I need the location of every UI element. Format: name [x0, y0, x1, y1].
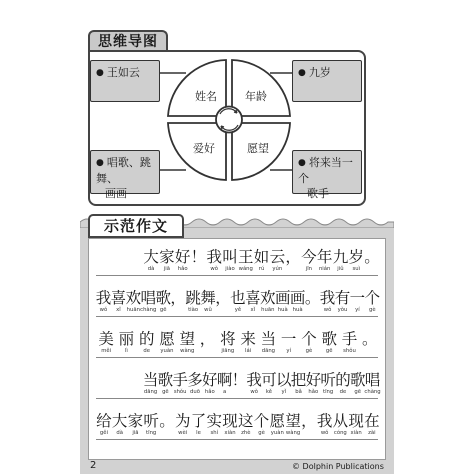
- hanzi: 把: [290, 371, 307, 389]
- hanzi: 跳: [185, 289, 201, 307]
- essay-char: [320, 289, 335, 314]
- essay-char: [238, 248, 254, 273]
- bullet-icon: ●: [298, 68, 306, 78]
- pinyin: yǒu: [337, 307, 348, 313]
- essay-line: [96, 248, 380, 273]
- pinyin: wèi: [178, 430, 188, 436]
- essay-char: [333, 248, 349, 273]
- hanzi: 将: [220, 330, 236, 348]
- hanzi: 好: [305, 371, 322, 389]
- writing-rule: [96, 357, 378, 358]
- essay-char: [245, 289, 260, 314]
- hanzi: 如: [253, 248, 270, 266]
- pinyin: chàng: [364, 389, 381, 395]
- hanzi: ，: [285, 248, 301, 266]
- pinyin: wǒ: [99, 307, 108, 313]
- hanzi: 唱: [364, 371, 381, 389]
- pinyin: kě: [265, 389, 273, 395]
- essay-char: [262, 371, 277, 396]
- pinyin: wǒ: [323, 307, 332, 313]
- essay-char: [285, 412, 301, 437]
- pinyin: xiàn: [350, 430, 362, 436]
- hanzi: 手: [172, 371, 188, 389]
- box-wish: ● 将来当一个 歌手: [292, 150, 362, 194]
- writing-rule: [96, 275, 378, 276]
- essay-char: [301, 412, 317, 437]
- essay-char: [197, 330, 217, 355]
- hanzi: 丽: [118, 330, 135, 348]
- quadrant-age: 年龄: [245, 90, 267, 103]
- essay-char: [339, 330, 359, 355]
- essay-char: [137, 330, 157, 355]
- essay-char: [96, 289, 111, 314]
- essay-char: [254, 412, 270, 437]
- pinyin: jīn: [305, 266, 313, 272]
- essay-char: [128, 412, 144, 437]
- hanzi: 画: [274, 289, 291, 307]
- hanzi: 有: [334, 289, 351, 307]
- mindmap-circle: [166, 58, 292, 182]
- pinyin: gē: [162, 389, 169, 395]
- pinyin: yě: [234, 307, 242, 313]
- hanzi: ，: [215, 289, 231, 307]
- essay-char: [143, 371, 158, 396]
- page-number: 2: [90, 460, 97, 471]
- pinyin: shǒu: [173, 389, 187, 395]
- essay-char: [217, 371, 232, 396]
- pinyin: le: [196, 430, 201, 436]
- essay-char: [143, 412, 159, 437]
- hanzi: 的: [138, 330, 155, 348]
- pinyin: xǐ: [116, 307, 121, 313]
- hanzi: 大: [143, 248, 159, 266]
- essay-char: [177, 330, 197, 355]
- pinyin: yuàn: [160, 348, 174, 354]
- writing-rule: [96, 439, 378, 440]
- essay-char: [191, 248, 207, 273]
- quadrant-name: 姓名: [195, 90, 217, 103]
- hanzi: 听: [320, 371, 336, 389]
- pinyin: gē: [354, 389, 362, 395]
- pinyin: rú: [258, 266, 265, 272]
- hanzi: 可: [261, 371, 277, 389]
- pinyin: hǎo: [308, 389, 319, 395]
- essay-char: [232, 371, 247, 396]
- hanzi: 听: [143, 412, 159, 430]
- essay-char: [275, 289, 290, 314]
- pinyin: duō: [189, 389, 200, 395]
- essay-char: [159, 248, 175, 273]
- essay-char: [279, 330, 299, 355]
- essay-char: [348, 248, 364, 273]
- hanzi: 。: [362, 330, 378, 348]
- pinyin: nián: [318, 266, 331, 272]
- pinyin: huān: [261, 307, 275, 313]
- pinyin: cóng: [333, 430, 347, 436]
- hanzi: 王: [238, 248, 254, 266]
- essay-char: [159, 412, 175, 437]
- hanzi: 好: [174, 248, 191, 266]
- pinyin: chàng: [140, 307, 157, 313]
- hanzi: 这: [238, 412, 254, 430]
- pinyin: gè: [369, 307, 376, 313]
- pinyin: gē: [159, 307, 167, 313]
- essay-char: [317, 412, 333, 437]
- pinyin: zhè: [241, 430, 251, 436]
- pinyin: jiǔ: [337, 266, 344, 272]
- essay-char: [216, 289, 231, 314]
- essay-line: [96, 371, 380, 396]
- hanzi: ，: [301, 412, 317, 430]
- essay-char: [202, 371, 217, 396]
- pinyin: dāng: [261, 348, 276, 354]
- pinyin: a: [222, 389, 227, 395]
- box-age: ● 九岁: [292, 60, 362, 102]
- hanzi: 喜: [110, 289, 127, 307]
- hanzi: 。: [159, 412, 175, 430]
- hanzi: 也: [230, 289, 246, 307]
- hanzi: 年: [316, 248, 333, 266]
- essay-title: 示范作文: [88, 214, 184, 238]
- hanzi: 从: [332, 412, 349, 430]
- hanzi: 歌: [155, 289, 171, 307]
- essay-char: [276, 371, 291, 396]
- essay-char: [306, 371, 321, 396]
- essay-char: [96, 412, 112, 437]
- essay-char: [260, 289, 275, 314]
- essay-char: [141, 289, 156, 314]
- essay-char: [157, 330, 177, 355]
- pinyin: yuàn: [270, 430, 284, 436]
- hanzi: 云: [269, 248, 286, 266]
- hanzi: 大: [111, 412, 128, 430]
- hanzi: 给: [96, 412, 112, 430]
- hanzi: 我: [319, 289, 336, 307]
- pinyin: tīng: [146, 430, 157, 436]
- hanzi: 在: [364, 412, 380, 430]
- hanzi: 我: [206, 248, 222, 266]
- hanzi: 我: [95, 289, 112, 307]
- pinyin: tiào: [188, 307, 199, 313]
- essay-char: [319, 330, 339, 355]
- essay-char: [336, 371, 351, 396]
- essay-char: [201, 289, 216, 314]
- essay-char: [222, 248, 238, 273]
- hanzi: 家: [127, 412, 144, 430]
- hanzi: 的: [335, 371, 351, 389]
- hanzi: 九: [332, 248, 349, 266]
- bullet-icon: ●: [96, 158, 104, 168]
- pinyin: yí: [286, 348, 291, 354]
- essay-char: [175, 248, 191, 273]
- essay-char: [254, 248, 270, 273]
- hanzi: 了: [190, 412, 207, 430]
- essay-char: [317, 248, 333, 273]
- hanzi: 欢: [260, 289, 276, 307]
- pinyin: gè: [258, 430, 265, 436]
- essay-char: [301, 248, 317, 273]
- essay-char: [171, 289, 186, 314]
- essay-char: [158, 371, 173, 396]
- essay-line: [96, 330, 380, 355]
- hanzi: 望: [179, 330, 196, 348]
- pinyin: tīng: [323, 389, 334, 395]
- pinyin: suì: [352, 266, 361, 272]
- hanzi: 愿: [269, 412, 286, 430]
- hanzi: 今: [301, 248, 317, 266]
- box-name: ● 王如云: [90, 60, 160, 102]
- essay-char: [175, 412, 191, 437]
- pinyin: jiā: [163, 266, 170, 272]
- pinyin: wàng: [180, 348, 195, 354]
- essay-line: [96, 289, 380, 314]
- hanzi: 当: [142, 371, 159, 389]
- pinyin: yí: [355, 307, 360, 313]
- pinyin: wáng: [238, 266, 253, 272]
- pinyin: huà: [292, 307, 303, 313]
- hanzi: 以: [276, 371, 292, 389]
- pinyin: shí: [210, 430, 219, 436]
- pinyin: huà: [277, 307, 288, 313]
- bullet-icon: ●: [298, 158, 306, 168]
- essay-char: [218, 330, 238, 355]
- pinyin: dāng: [143, 389, 158, 395]
- essay-char: [285, 248, 301, 273]
- hanzi: 歌: [321, 330, 337, 348]
- essay-char: [191, 412, 207, 437]
- pinyin: yún: [272, 266, 283, 272]
- pinyin: gè: [305, 348, 313, 354]
- hanzi: 手: [341, 330, 358, 348]
- pinyin: hǎo: [204, 389, 215, 395]
- pinyin: xǐ: [250, 307, 256, 313]
- bullet-icon: ●: [96, 68, 104, 78]
- pinyin: dà: [147, 266, 155, 272]
- pinyin: jiāng: [221, 348, 235, 354]
- essay-char: [360, 330, 380, 355]
- hanzi: 现: [222, 412, 238, 430]
- pinyin: shǒu: [343, 348, 356, 354]
- writing-rule: [96, 316, 378, 317]
- hanzi: 。: [364, 248, 380, 266]
- essay-char: [335, 289, 350, 314]
- essay-char: [206, 248, 222, 273]
- hanzi: 歌: [349, 371, 366, 389]
- pinyin: lì: [124, 348, 128, 354]
- mindmap-title: 思维导图: [88, 30, 168, 52]
- pinyin: huān: [126, 307, 140, 313]
- hanzi: 个: [364, 289, 381, 307]
- hanzi: 多: [187, 371, 203, 389]
- hanzi: 啊: [216, 371, 233, 389]
- hanzi: 为: [174, 412, 191, 430]
- pinyin: xiàn: [224, 430, 236, 436]
- pinyin: bǎ: [295, 389, 302, 395]
- pinyin: hǎo: [177, 266, 188, 272]
- essay-char: [238, 330, 258, 355]
- essay-char: [247, 371, 262, 396]
- hanzi: 愿: [159, 330, 175, 348]
- essay-char: [364, 248, 380, 273]
- hanzi: 家: [159, 248, 175, 266]
- essay-char: [269, 248, 285, 273]
- hanzi: ，: [199, 330, 216, 348]
- essay-line: [96, 412, 380, 437]
- essay-char: [143, 248, 159, 273]
- hanzi: ！: [190, 248, 207, 266]
- hanzi: 我: [316, 412, 333, 430]
- essay-char: [173, 371, 188, 396]
- pinyin: zài: [368, 430, 376, 436]
- pinyin: wǒ: [320, 430, 329, 436]
- hanzi: 舞: [200, 289, 216, 307]
- hanzi: 欢: [125, 289, 142, 307]
- essay-char: [156, 289, 171, 314]
- essay-char: [321, 371, 336, 396]
- box-hobby: ● 唱歌、跳舞、 画画: [90, 150, 160, 194]
- hanzi: 望: [285, 412, 301, 430]
- hanzi: 实: [206, 412, 222, 430]
- essay-char: [112, 412, 128, 437]
- essay-char: [350, 371, 365, 396]
- hanzi: 现: [348, 412, 364, 430]
- essay-char: [365, 371, 380, 396]
- pinyin: wàng: [285, 430, 301, 436]
- essay-char: [188, 371, 203, 396]
- essay-char: [206, 412, 222, 437]
- hanzi: 个: [301, 330, 317, 348]
- essay-char: [222, 412, 238, 437]
- essay-char: [111, 289, 126, 314]
- pinyin: měi: [101, 348, 112, 354]
- quadrant-hobby: 爱好: [193, 142, 215, 155]
- pinyin: dà: [116, 430, 123, 436]
- essay-char: [299, 330, 319, 355]
- hanzi: 美: [98, 330, 114, 348]
- essay-char: [126, 289, 141, 314]
- publisher-credit: © Dolphin Publications: [292, 462, 384, 471]
- hanzi: 我: [246, 371, 262, 389]
- pinyin: lái: [245, 348, 252, 354]
- essay-char: [291, 371, 306, 396]
- quadrant-wish: 愿望: [247, 142, 269, 155]
- hanzi: 喜: [245, 289, 261, 307]
- pinyin: gē: [325, 348, 333, 354]
- pinyin: jiào: [225, 266, 235, 272]
- essay-char: [332, 412, 348, 437]
- essay-char: [96, 330, 116, 355]
- pinyin: jiā: [132, 430, 139, 436]
- essay-char: [365, 289, 380, 314]
- writing-rule: [96, 398, 378, 399]
- pinyin: wǔ: [204, 307, 212, 313]
- hanzi: ，: [170, 289, 186, 307]
- hanzi: 唱: [140, 289, 157, 307]
- pinyin: yǐ: [281, 389, 287, 395]
- pinyin: gěi: [99, 430, 108, 436]
- essay-char: [364, 412, 380, 437]
- essay-char: [238, 412, 254, 437]
- essay-char: [305, 289, 320, 314]
- pinyin: wǒ: [210, 266, 218, 272]
- essay-char: [269, 412, 285, 437]
- pinyin: de: [143, 348, 151, 354]
- hanzi: 岁: [348, 248, 364, 266]
- hanzi: 画: [289, 289, 306, 307]
- hanzi: 一: [349, 289, 366, 307]
- hanzi: 。: [304, 289, 321, 307]
- hanzi: 来: [240, 330, 256, 348]
- pinyin: de: [339, 389, 347, 395]
- essay-char: [350, 289, 365, 314]
- essay-char: [116, 330, 136, 355]
- pinyin: wǒ: [250, 389, 258, 395]
- hanzi: 个: [253, 412, 270, 430]
- essay-char: [230, 289, 245, 314]
- essay-char: [348, 412, 364, 437]
- hanzi: 叫: [222, 248, 238, 266]
- hanzi: 好: [202, 371, 218, 389]
- essay-char: [186, 289, 201, 314]
- hanzi: 歌: [157, 371, 174, 389]
- essay-char: [258, 330, 278, 355]
- hanzi: ！: [231, 371, 248, 389]
- hanzi: 一: [280, 330, 297, 348]
- essay-char: [290, 289, 305, 314]
- hanzi: 当: [260, 330, 277, 348]
